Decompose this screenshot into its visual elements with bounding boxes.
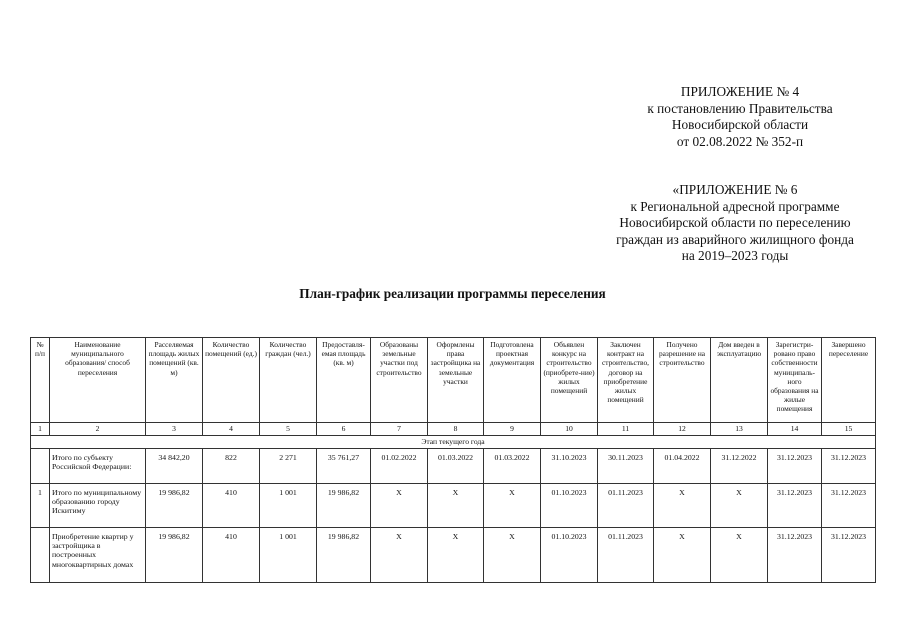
table-cell: Х <box>654 528 711 583</box>
column-number: 7 <box>371 423 428 436</box>
appendix-6-line: граждан из аварийного жилищного фонда <box>616 231 854 247</box>
table-cell: 1 001 <box>260 528 317 583</box>
table-row <box>31 484 876 528</box>
column-number: 12 <box>654 423 711 436</box>
table-cell: 410 <box>203 484 260 528</box>
table-cell: Приобретение квартир у застройщика в построенных многоквартирных домах <box>50 528 146 583</box>
appendix-6-header <box>580 182 890 265</box>
appendix-4-line: ПРИЛОЖЕНИЕ № 4 <box>680 84 800 99</box>
table-cell: Х <box>654 484 711 528</box>
table-cell: Итого по субъекту Российской Федерации: <box>50 449 146 484</box>
header-row <box>31 338 876 423</box>
column-header: Наименование муниципального образования/ способ переселения <box>50 338 146 423</box>
column-number: 14 <box>768 423 822 436</box>
table-cell: 1 <box>31 484 50 528</box>
table-cell <box>31 528 50 583</box>
table-cell: 01.02.2022 <box>371 449 428 484</box>
table-cell: 01.04.2022 <box>654 449 711 484</box>
table-cell: 2 271 <box>260 449 317 484</box>
table-cell: Итого по муниципальному образованию городу Искитиму <box>50 484 146 528</box>
column-header: Завершено переселение <box>822 338 876 423</box>
table-cell: 01.11.2023 <box>598 484 654 528</box>
appendix-6-line: «ПРИЛОЖЕНИЕ № 6 <box>672 182 798 197</box>
appendix-4-line: к постановлению Правительства <box>647 100 833 116</box>
table-cell: Х <box>428 484 484 528</box>
column-header: Объявлен конкурс на строительство (приобрете-ние) жилых помещений <box>541 338 598 423</box>
table-cell: 31.12.2023 <box>768 484 822 528</box>
column-number: 1 <box>31 423 50 436</box>
appendix-4-header <box>590 84 890 150</box>
column-number: 4 <box>203 423 260 436</box>
column-header: № п/п <box>31 338 50 423</box>
column-number: 5 <box>260 423 317 436</box>
column-header: Расселяемая площадь жилых помещений (кв. м) <box>146 338 203 423</box>
column-number: 8 <box>428 423 484 436</box>
table-cell: 31.12.2023 <box>768 528 822 583</box>
table-cell: 01.03.2022 <box>484 449 541 484</box>
table-cell: 01.11.2023 <box>598 528 654 583</box>
table-cell: 01.10.2023 <box>541 528 598 583</box>
table-cell: 31.12.2022 <box>711 449 768 484</box>
table-cell <box>31 449 50 484</box>
column-number: 6 <box>317 423 371 436</box>
column-number: 9 <box>484 423 541 436</box>
appendix-6-line: к Региональной адресной программе <box>630 198 840 214</box>
table-cell: 19 986,82 <box>317 528 371 583</box>
appendix-6-line: Новосибирской области по переселению <box>619 215 851 230</box>
table-cell: 822 <box>203 449 260 484</box>
column-header: Количество помещений (ед.) <box>203 338 260 423</box>
table-cell: 19 986,82 <box>317 484 371 528</box>
table-cell: 34 842,20 <box>146 449 203 484</box>
schedule-table <box>30 337 876 583</box>
table-cell: Х <box>371 484 428 528</box>
appendix-4-line: от 02.08.2022 № 352-п <box>676 133 804 149</box>
appendix-4-line: Новосибирской области <box>671 117 809 132</box>
column-number: 10 <box>541 423 598 436</box>
table-cell: 31.10.2023 <box>541 449 598 484</box>
column-number: 11 <box>598 423 654 436</box>
table-cell: 31.12.2023 <box>822 449 876 484</box>
column-header: Зарегистри-ровано право собственности муниципаль-ного образования на жилые помещения <box>768 338 822 423</box>
appendix-6-line: на 2019–2023 годы <box>681 248 789 263</box>
column-number: 13 <box>711 423 768 436</box>
table-cell: 1 001 <box>260 484 317 528</box>
table-cell: 35 761,27 <box>317 449 371 484</box>
table-cell: 01.03.2022 <box>428 449 484 484</box>
table-cell: Х <box>371 528 428 583</box>
column-header: Количество граждан (чел.) <box>260 338 317 423</box>
table-row <box>31 449 876 484</box>
column-number-row <box>31 423 876 436</box>
table-cell: Х <box>428 528 484 583</box>
table-cell: Х <box>484 484 541 528</box>
column-header: Подготовлена проектная документация <box>484 338 541 423</box>
table-cell: 19 986,82 <box>146 484 203 528</box>
table-cell: 30.11.2023 <box>598 449 654 484</box>
column-header: Образованы земельные участки под строительство <box>371 338 428 423</box>
stage-row <box>31 436 876 449</box>
column-header: Дом введен в эксплуатацию <box>711 338 768 423</box>
table-cell: 410 <box>203 528 260 583</box>
table-cell: Х <box>711 484 768 528</box>
table-cell: 19 986,82 <box>146 528 203 583</box>
column-header: Предоставля-емая площадь (кв. м) <box>317 338 371 423</box>
table-cell: 31.12.2023 <box>822 528 876 583</box>
column-header: Получено разрешение на строительство <box>654 338 711 423</box>
column-number: 15 <box>822 423 876 436</box>
column-number: 3 <box>146 423 203 436</box>
document-title: План-график реализации программы переселения <box>299 286 606 301</box>
table-row <box>31 528 876 583</box>
stage-label: Этап текущего года <box>31 436 876 449</box>
table-cell: 31.12.2023 <box>822 484 876 528</box>
table-cell: 31.12.2023 <box>768 449 822 484</box>
table-cell: 01.10.2023 <box>541 484 598 528</box>
table-cell: Х <box>711 528 768 583</box>
column-number: 2 <box>50 423 146 436</box>
column-header: Заключен контракт на строительство, договор на приобретение жилых помещений <box>598 338 654 423</box>
column-header: Оформлены права застройщика на земельные участки <box>428 338 484 423</box>
table-cell: Х <box>484 528 541 583</box>
